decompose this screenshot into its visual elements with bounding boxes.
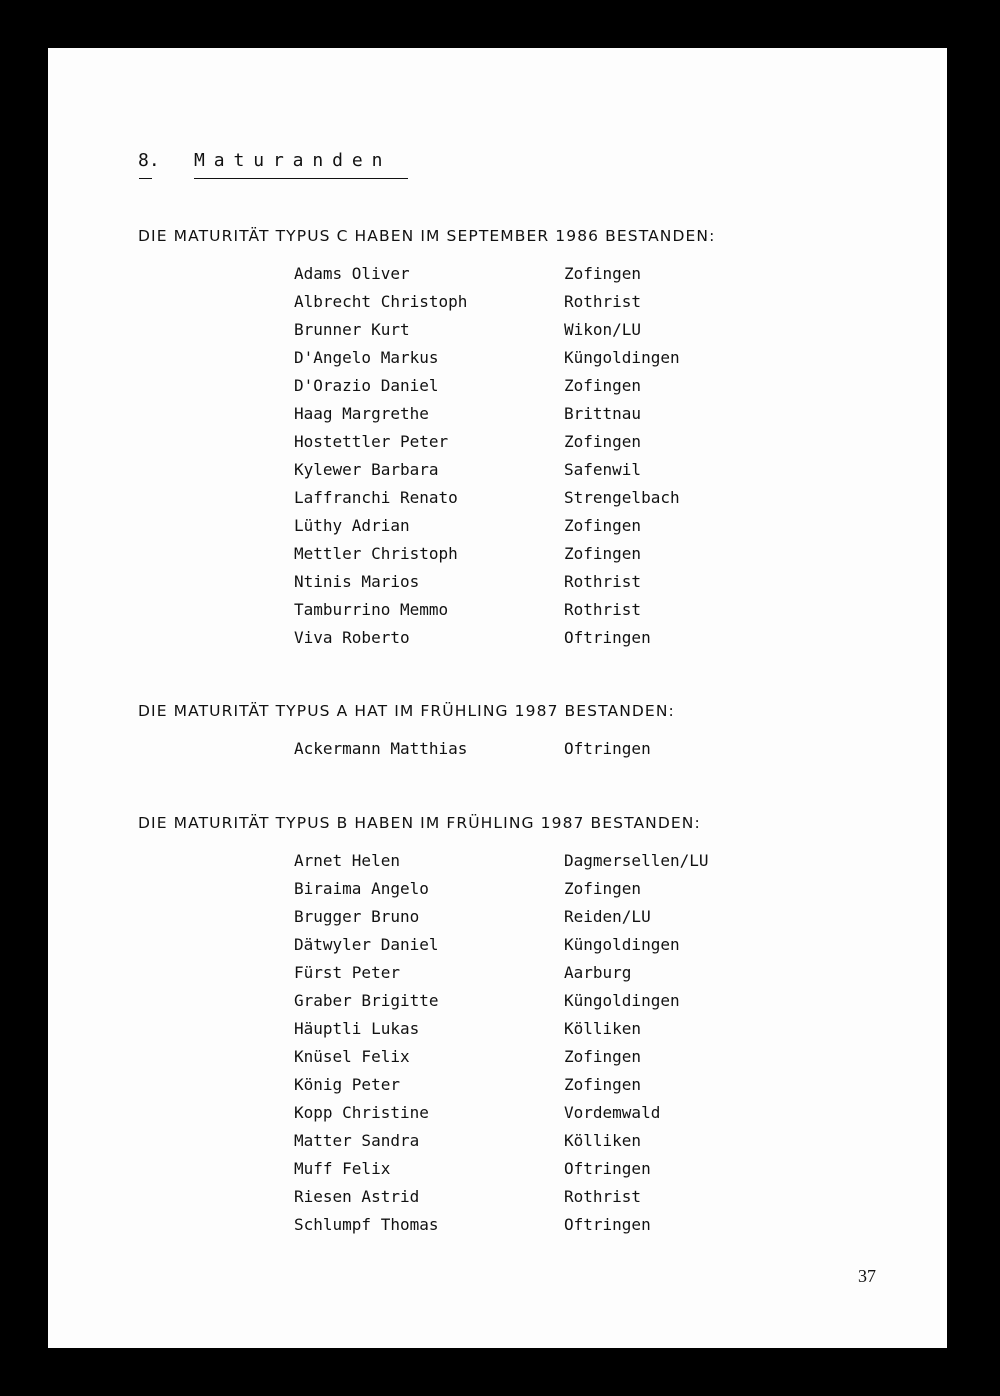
student-place: Kölliken: [564, 1131, 642, 1150]
student-name: Fürst Peter: [294, 963, 400, 982]
student-name: Brugger Bruno: [294, 907, 420, 926]
student-name: Dätwyler Daniel: [294, 935, 439, 954]
student-place: Zofingen: [564, 544, 642, 563]
student-name: Mettler Christoph: [294, 544, 458, 563]
student-place: Oftringen: [564, 1159, 651, 1178]
student-name: Laffranchi Renato: [294, 488, 458, 507]
student-place: Zofingen: [564, 264, 642, 283]
student-name: Ntinis Marios: [294, 572, 420, 591]
student-place: Wikon/LU: [564, 320, 642, 339]
student-name: Tamburrino Memmo: [294, 600, 449, 619]
student-place: Brittnau: [564, 404, 642, 423]
student-name: Matter Sandra: [294, 1131, 420, 1150]
student-place: Oftringen: [564, 739, 651, 758]
student-name: Häuptli Lukas: [294, 1019, 420, 1038]
student-name: Biraima Angelo: [294, 879, 429, 898]
student-place: Zofingen: [564, 879, 642, 898]
student-name: Adams Oliver: [294, 264, 410, 283]
student-name: Albrecht Christoph: [294, 292, 468, 311]
student-name: Viva Roberto: [294, 628, 410, 647]
student-place: Vordemwald: [564, 1103, 661, 1122]
student-place: Dagmersellen/LU: [564, 851, 709, 870]
section-number: 8.: [138, 150, 160, 171]
student-place: Zofingen: [564, 376, 642, 395]
section-b-title: DIE MATURITÄT TYPUS B HABEN IM FRÜHLING 1987 BESTANDEN:: [138, 814, 701, 832]
student-name: Muff Felix: [294, 1159, 391, 1178]
student-place: Rothrist: [564, 292, 642, 311]
student-name: Lüthy Adrian: [294, 516, 410, 535]
student-name: Kylewer Barbara: [294, 460, 439, 479]
student-place: Strengelbach: [564, 488, 680, 507]
section-c-title: DIE MATURITÄT TYPUS C HABEN IM SEPTEMBER 1986 BESTANDEN:: [138, 227, 716, 245]
section-title: Maturanden: [194, 150, 392, 171]
student-place: Rothrist: [564, 572, 642, 591]
student-place: Küngoldingen: [564, 991, 680, 1010]
student-name: Brunner Kurt: [294, 320, 410, 339]
section-a-title: DIE MATURITÄT TYPUS A HAT IM FRÜHLING 1987 BESTANDEN:: [138, 702, 675, 720]
student-place: Küngoldingen: [564, 935, 680, 954]
student-name: D'Angelo Markus: [294, 348, 439, 367]
student-place: Oftringen: [564, 628, 651, 647]
student-name: Graber Brigitte: [294, 991, 439, 1010]
student-place: Aarburg: [564, 963, 632, 982]
student-name: Kopp Christine: [294, 1103, 429, 1122]
student-name: Haag Margrethe: [294, 404, 429, 423]
student-place: Oftringen: [564, 1215, 651, 1234]
student-name: Arnet Helen: [294, 851, 400, 870]
student-name: Schlumpf Thomas: [294, 1215, 439, 1234]
student-place: Zofingen: [564, 432, 642, 451]
student-place: Rothrist: [564, 600, 642, 619]
student-name: Riesen Astrid: [294, 1187, 420, 1206]
student-name: Knüsel Felix: [294, 1047, 410, 1066]
student-place: Zofingen: [564, 1047, 642, 1066]
student-name: König Peter: [294, 1075, 400, 1094]
student-place: Küngoldingen: [564, 348, 680, 367]
student-place: Reiden/LU: [564, 907, 651, 926]
student-place: Safenwil: [564, 460, 642, 479]
page-number: 37: [858, 1266, 876, 1286]
student-name: Hostettler Peter: [294, 432, 449, 451]
student-place: Zofingen: [564, 1075, 642, 1094]
student-place: Kölliken: [564, 1019, 642, 1038]
student-name: D'Orazio Daniel: [294, 376, 439, 395]
student-place: Rothrist: [564, 1187, 642, 1206]
student-place: Zofingen: [564, 516, 642, 535]
student-name: Ackermann Matthias: [294, 739, 468, 758]
